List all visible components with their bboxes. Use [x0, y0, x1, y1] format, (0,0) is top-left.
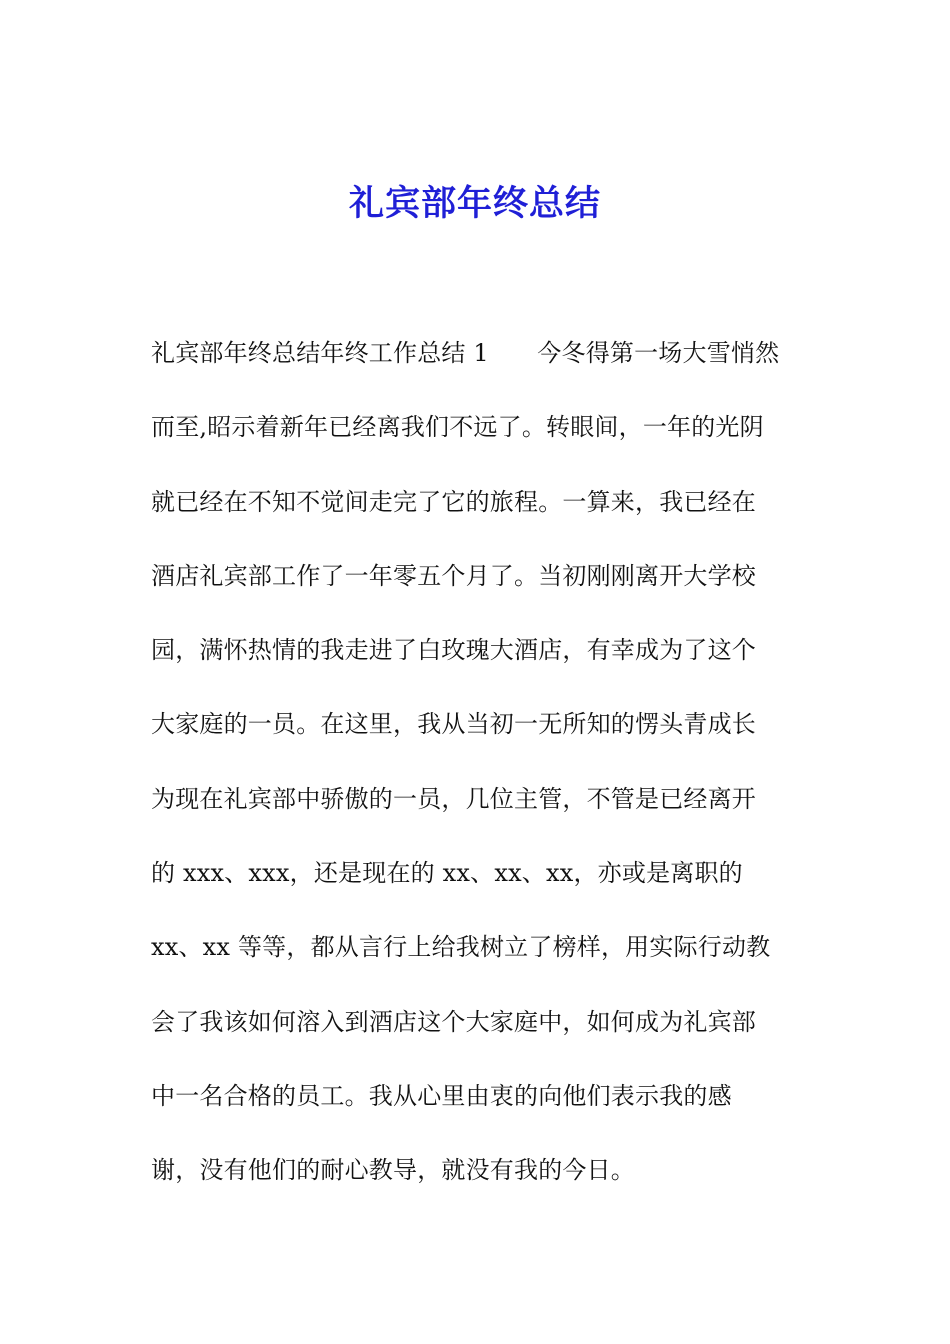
body-line: 的 xxx、xxx，还是现在的 xx、xx、xx，亦或是离职的	[151, 859, 743, 888]
body-line: 而至,昭示着新年已经离我们不远了。转眼间，一年的光阴	[151, 413, 764, 442]
body-line: 大家庭的一员。在这里，我从当初一无所知的愣头青成长	[151, 710, 756, 739]
body-line: 礼宾部年终总结年终工作总结 1 今冬得第一场大雪悄然	[151, 339, 780, 367]
body-line: 会了我该如何溶入到酒店这个大家庭中，如何成为礼宾部	[151, 1007, 756, 1036]
body-line: 酒店礼宾部工作了一年零五个月了。当初刚刚离开大学校	[151, 561, 756, 590]
body-line: 就已经在不知不觉间走完了它的旅程。一算来，我已经在	[151, 487, 756, 516]
body-line: 为现在礼宾部中骄傲的一员，几位主管，不管是已经离开	[151, 784, 756, 813]
document-body	[151, 332, 831, 1224]
body-line: 谢，没有他们的耐心教导，就没有我的今日。	[151, 1156, 635, 1185]
body-line: 园，满怀热情的我走进了白玫瑰大酒店，有幸成为了这个	[151, 636, 756, 665]
body-line: xx、xx 等等，都从言行上给我树立了榜样，用实际行动教	[151, 933, 771, 962]
body-line: 中一名合格的员工。我从心里由衷的向他们表示我的感	[151, 1081, 732, 1110]
document-title: 礼宾部年终总结	[348, 183, 601, 224]
